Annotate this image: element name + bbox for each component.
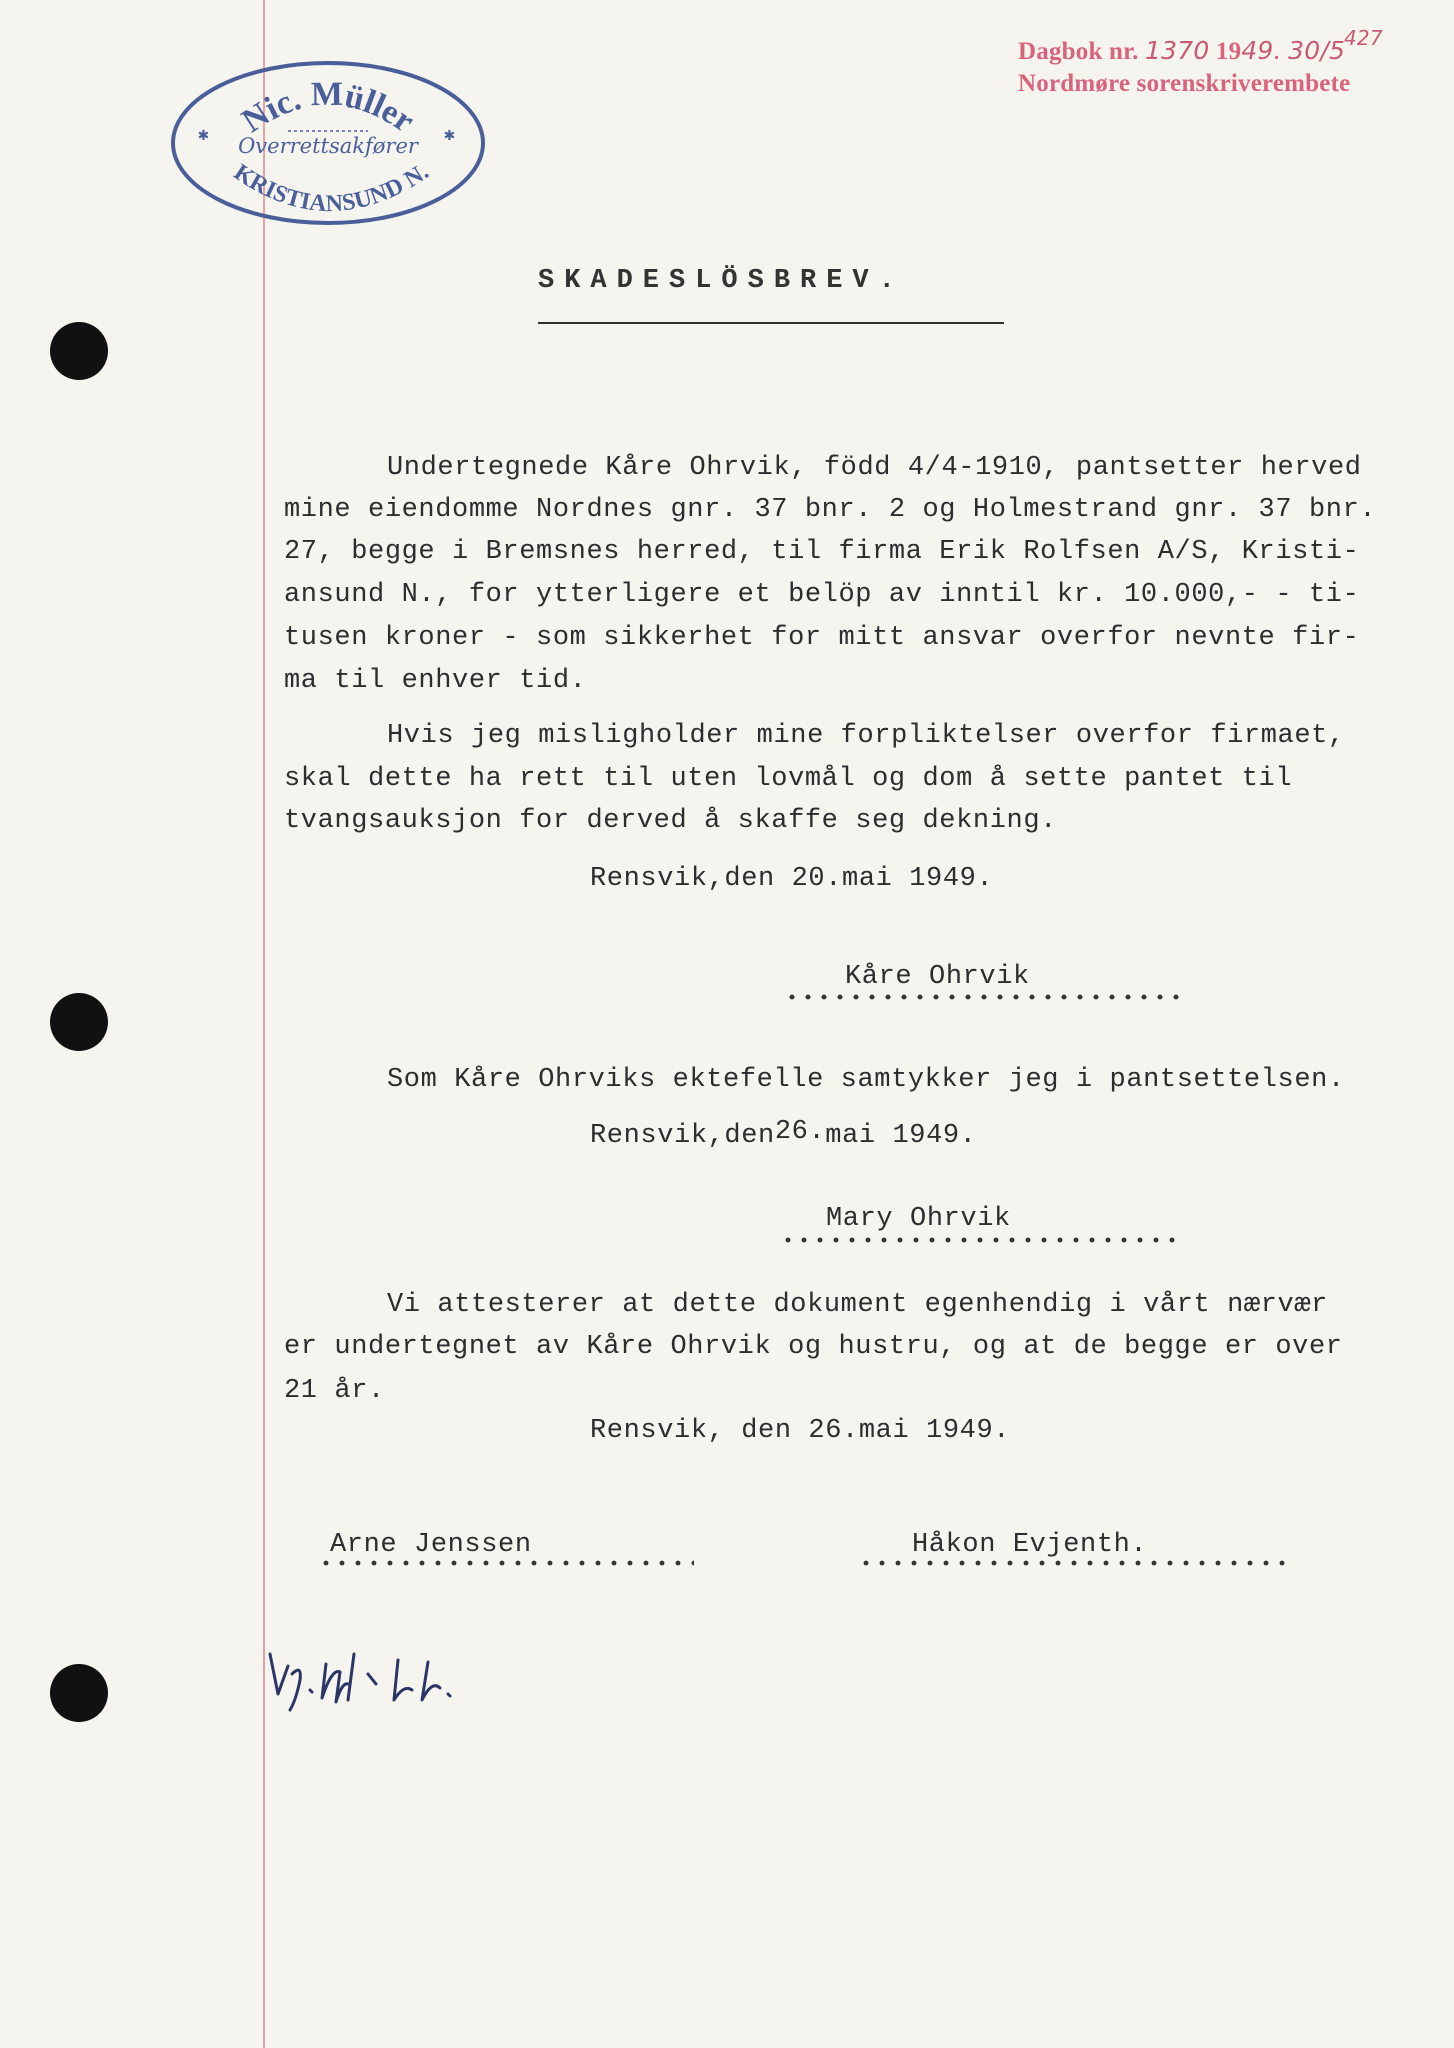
signature-dots-1 [784, 994, 1184, 1000]
attest-line: er undertegnet av Kåre Ohrvik og hustru, og at de begge er over [284, 1332, 1343, 1362]
page-number [1344, 26, 1383, 51]
page-number-value: 427 [1344, 26, 1383, 50]
punch-hole-bottom [50, 1664, 108, 1722]
attest-line: 21 år. [284, 1376, 385, 1406]
paragraph1-line: Undertegnede Kåre Ohrvik, född 4/4-1910, pantsetter herved [387, 453, 1362, 483]
paragraph1-line: ma til enhver tid. [284, 666, 587, 696]
date2-prefix: Rensvik,den [590, 1121, 775, 1151]
paragraph2-line: Hvis jeg misligholder mine forpliktelser overfor firmaet, [387, 721, 1345, 751]
paragraph1-line: 27, begge i Bremsnes herred, til firma Erik Rolfsen A/S, Kristi- [284, 537, 1360, 567]
signature-dots-2 [780, 1237, 1180, 1243]
stamp-title: Overrettsakfører [238, 134, 418, 158]
witness-1-name: Arne Jenssen [330, 1530, 532, 1560]
year-prefix: 19 [1215, 38, 1242, 65]
witness-1-dots [318, 1560, 694, 1566]
witness-2-name: Håkon Evjenth. [912, 1530, 1148, 1560]
paragraph1-line: ansund N., for ytterligere et belöp av inntil kr. 10.000,- - ti- [284, 580, 1360, 610]
consent-line: Som Kåre Ohrviks ektefelle samtykker jeg i pantsettelsen. [387, 1065, 1345, 1095]
attest-line: Vi attesterer at dette dokument egenhendig i vårt nærvær [387, 1290, 1328, 1320]
dagbok-prefix: Dagbok nr. [1018, 38, 1139, 65]
stamp-star-left: ✱ [198, 126, 209, 146]
office-name: Nordmøre sorenskriverembete [1018, 70, 1351, 97]
stamp-city: KRISTIANSUND N. [229, 158, 434, 218]
date2-suffix: mai 1949. [825, 1121, 977, 1151]
punch-hole-middle [50, 993, 108, 1051]
paragraph2-line: skal dette ha rett til uten lovmål og dom å sette pantet til [284, 764, 1293, 794]
margin-rule [263, 0, 265, 2048]
handwritten-initials [258, 1644, 538, 1724]
dagbok-header [1018, 36, 1345, 66]
dagbok-number: 1370 [1145, 36, 1210, 65]
date-line-1: Rensvik,den 20.mai 1949. [590, 864, 994, 894]
date-line-2 [590, 1117, 977, 1151]
stamp-name: Nic. Müller [235, 75, 421, 141]
paragraph2-line: tvangsauksjon for derved å skaffe seg dekning. [284, 806, 1057, 836]
handwritten-date: 30/5 [1288, 36, 1346, 65]
paragraph1-line: tusen kroner - som sikkerhet for mitt ansvar overfor nevnte fir- [284, 623, 1360, 653]
signer-mary: Mary Ohrvik [826, 1204, 1011, 1234]
title-underline [538, 322, 1004, 324]
witness-2-dots [858, 1560, 1290, 1566]
date2-day: 26. [774, 1117, 826, 1147]
signer-kare: Kåre Ohrvik [845, 962, 1030, 992]
document-title: SKADESLÖSBREV. [538, 266, 905, 296]
paragraph1-line: mine eiendomme Nordnes gnr. 37 bnr. 2 og Holmestrand gnr. 37 bnr. [284, 495, 1377, 525]
year-suffix: 49. [1241, 36, 1282, 65]
stamp-star-right: ✱ [444, 126, 455, 146]
date-line-3: Rensvik, den 26.mai 1949. [590, 1416, 1011, 1446]
punch-hole-top [50, 322, 108, 380]
lawyer-stamp [168, 56, 488, 230]
